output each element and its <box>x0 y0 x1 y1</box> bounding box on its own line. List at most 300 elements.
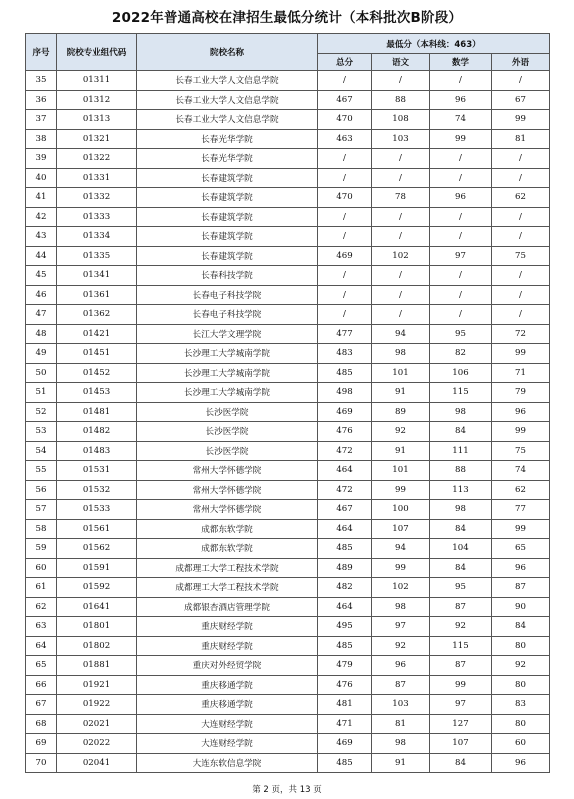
cell-index: 39 <box>26 149 57 169</box>
cell-code: 01481 <box>57 402 137 422</box>
cell-math: 82 <box>430 344 492 364</box>
cell-code: 01361 <box>57 285 137 305</box>
cell-total: 476 <box>318 675 372 695</box>
cell-chinese: 92 <box>372 636 430 656</box>
cell-school-name: 长春工业大学人文信息学院 <box>137 71 318 91</box>
cell-index: 53 <box>26 422 57 442</box>
cell-math: / <box>430 71 492 91</box>
cell-math: 115 <box>430 636 492 656</box>
cell-total: 470 <box>318 188 372 208</box>
cell-chinese: 91 <box>372 753 430 773</box>
cell-english: / <box>492 227 550 247</box>
table-row <box>26 500 550 520</box>
cell-english: 65 <box>492 539 550 559</box>
cell-index: 46 <box>26 285 57 305</box>
cell-math: / <box>430 207 492 227</box>
header-name: 院校名称 <box>137 34 318 71</box>
cell-total: 483 <box>318 344 372 364</box>
cell-math: 99 <box>430 129 492 149</box>
table-row <box>26 110 550 130</box>
cell-school-name: 成都银杏酒店管理学院 <box>137 597 318 617</box>
table-row <box>26 714 550 734</box>
cell-school-name: 长沙医学院 <box>137 441 318 461</box>
cell-math: 97 <box>430 695 492 715</box>
header-code: 院校专业组代码 <box>57 34 137 71</box>
cell-school-name: 长春建筑学院 <box>137 246 318 266</box>
cell-chinese: / <box>372 207 430 227</box>
cell-chinese: 108 <box>372 110 430 130</box>
cell-chinese: / <box>372 71 430 91</box>
cell-english: 92 <box>492 656 550 676</box>
table-row <box>26 519 550 539</box>
cell-code: 01333 <box>57 207 137 227</box>
cell-code: 01362 <box>57 305 137 325</box>
cell-chinese: / <box>372 168 430 188</box>
cell-math: 74 <box>430 110 492 130</box>
cell-chinese: 78 <box>372 188 430 208</box>
cell-total: / <box>318 266 372 286</box>
cell-school-name: 长春建筑学院 <box>137 188 318 208</box>
cell-school-name: 常州大学怀德学院 <box>137 500 318 520</box>
cell-english: 80 <box>492 636 550 656</box>
cell-english: 80 <box>492 675 550 695</box>
cell-index: 50 <box>26 363 57 383</box>
cell-code: 01921 <box>57 675 137 695</box>
cell-total: / <box>318 285 372 305</box>
cell-english: 74 <box>492 461 550 481</box>
cell-chinese: 101 <box>372 363 430 383</box>
cell-math: / <box>430 285 492 305</box>
cell-index: 37 <box>26 110 57 130</box>
cell-total: 464 <box>318 461 372 481</box>
cell-index: 38 <box>26 129 57 149</box>
cell-math: 95 <box>430 324 492 344</box>
cell-math: 111 <box>430 441 492 461</box>
cell-school-name: 大连东软信息学院 <box>137 753 318 773</box>
cell-chinese: 101 <box>372 461 430 481</box>
cell-math: 98 <box>430 500 492 520</box>
cell-chinese: 98 <box>372 734 430 754</box>
cell-index: 51 <box>26 383 57 403</box>
table-row <box>26 344 550 364</box>
table-row <box>26 129 550 149</box>
cell-total: 470 <box>318 110 372 130</box>
table-row <box>26 422 550 442</box>
header-math: 数学 <box>430 54 492 71</box>
cell-index: 47 <box>26 305 57 325</box>
cell-total: 485 <box>318 753 372 773</box>
table-row <box>26 71 550 91</box>
cell-english: 99 <box>492 422 550 442</box>
cell-code: 01322 <box>57 149 137 169</box>
cell-code: 01561 <box>57 519 137 539</box>
cell-english: 99 <box>492 519 550 539</box>
cell-chinese: / <box>372 149 430 169</box>
cell-index: 64 <box>26 636 57 656</box>
cell-school-name: 长春电子科技学院 <box>137 305 318 325</box>
cell-total: / <box>318 149 372 169</box>
cell-math: / <box>430 149 492 169</box>
cell-index: 52 <box>26 402 57 422</box>
cell-code: 01531 <box>57 461 137 481</box>
cell-math: 127 <box>430 714 492 734</box>
table-row <box>26 149 550 169</box>
table-row <box>26 441 550 461</box>
cell-english: 72 <box>492 324 550 344</box>
cell-total: 495 <box>318 617 372 637</box>
cell-chinese: 91 <box>372 383 430 403</box>
cell-school-name: 大连财经学院 <box>137 714 318 734</box>
cell-math: 99 <box>430 675 492 695</box>
cell-code: 01532 <box>57 480 137 500</box>
cell-total: / <box>318 168 372 188</box>
cell-code: 02021 <box>57 714 137 734</box>
table-row <box>26 168 550 188</box>
table-row <box>26 753 550 773</box>
cell-school-name: 长春工业大学人文信息学院 <box>137 90 318 110</box>
cell-chinese: 96 <box>372 656 430 676</box>
cell-index: 45 <box>26 266 57 286</box>
header-total: 总分 <box>318 54 372 71</box>
cell-math: 84 <box>430 422 492 442</box>
cell-total: 463 <box>318 129 372 149</box>
cell-code: 01321 <box>57 129 137 149</box>
cell-total: 479 <box>318 656 372 676</box>
cell-total: / <box>318 71 372 91</box>
cell-total: 485 <box>318 363 372 383</box>
cell-english: / <box>492 71 550 91</box>
cell-code: 01452 <box>57 363 137 383</box>
cell-english: 99 <box>492 110 550 130</box>
cell-total: 464 <box>318 597 372 617</box>
cell-total: 464 <box>318 519 372 539</box>
cell-code: 01331 <box>57 168 137 188</box>
cell-chinese: / <box>372 285 430 305</box>
cell-total: 485 <box>318 636 372 656</box>
cell-english: 84 <box>492 617 550 637</box>
page-title: 2022年普通高校在津招生最低分统计（本科批次B阶段） <box>111 10 463 26</box>
cell-code: 01421 <box>57 324 137 344</box>
cell-english: 81 <box>492 129 550 149</box>
cell-chinese: 102 <box>372 246 430 266</box>
cell-school-name: 重庆对外经贸学院 <box>137 656 318 676</box>
cell-math: 96 <box>430 188 492 208</box>
cell-index: 56 <box>26 480 57 500</box>
cell-code: 01641 <box>57 597 137 617</box>
table-row <box>26 597 550 617</box>
cell-school-name: 长沙理工大学城南学院 <box>137 383 318 403</box>
cell-code: 01562 <box>57 539 137 559</box>
header-english: 外语 <box>492 54 550 71</box>
cell-math: 84 <box>430 519 492 539</box>
cell-english: 75 <box>492 441 550 461</box>
cell-math: 113 <box>430 480 492 500</box>
cell-school-name: 成都理工大学工程技术学院 <box>137 558 318 578</box>
cell-math: 97 <box>430 246 492 266</box>
cell-school-name: 长沙理工大学城南学院 <box>137 363 318 383</box>
cell-school-name: 长春科技学院 <box>137 266 318 286</box>
cell-code: 01341 <box>57 266 137 286</box>
cell-english: 62 <box>492 480 550 500</box>
cell-school-name: 长沙医学院 <box>137 422 318 442</box>
cell-index: 66 <box>26 675 57 695</box>
table-row <box>26 636 550 656</box>
cell-chinese: 87 <box>372 675 430 695</box>
table-row <box>26 305 550 325</box>
cell-code: 01802 <box>57 636 137 656</box>
cell-chinese: / <box>372 227 430 247</box>
cell-english: 60 <box>492 734 550 754</box>
cell-index: 62 <box>26 597 57 617</box>
cell-code: 01533 <box>57 500 137 520</box>
cell-english: 96 <box>492 558 550 578</box>
cell-school-name: 成都东软学院 <box>137 519 318 539</box>
cell-index: 43 <box>26 227 57 247</box>
cell-english: 90 <box>492 597 550 617</box>
cell-code: 01801 <box>57 617 137 637</box>
table-row <box>26 558 550 578</box>
cell-school-name: 长春电子科技学院 <box>137 285 318 305</box>
cell-total: 472 <box>318 480 372 500</box>
cell-total: 476 <box>318 422 372 442</box>
table-row <box>26 285 550 305</box>
cell-index: 36 <box>26 90 57 110</box>
cell-english: 83 <box>492 695 550 715</box>
cell-chinese: 99 <box>372 558 430 578</box>
table-row <box>26 402 550 422</box>
cell-english: 80 <box>492 714 550 734</box>
cell-index: 57 <box>26 500 57 520</box>
cell-total: / <box>318 227 372 247</box>
cell-chinese: 92 <box>372 422 430 442</box>
cell-school-name: 常州大学怀德学院 <box>137 480 318 500</box>
cell-total: 469 <box>318 402 372 422</box>
cell-code: 01335 <box>57 246 137 266</box>
cell-english: / <box>492 285 550 305</box>
cell-chinese: / <box>372 266 430 286</box>
cell-chinese: 103 <box>372 129 430 149</box>
cell-math: 87 <box>430 656 492 676</box>
cell-math: 96 <box>430 90 492 110</box>
cell-chinese: 91 <box>372 441 430 461</box>
cell-english: / <box>492 266 550 286</box>
table-row <box>26 90 550 110</box>
header-min-score-group: 最低分（本科线：463） <box>318 34 550 54</box>
table-row <box>26 363 550 383</box>
cell-total: 498 <box>318 383 372 403</box>
table-row <box>26 656 550 676</box>
cell-school-name: 长春工业大学人文信息学院 <box>137 110 318 130</box>
cell-english: / <box>492 305 550 325</box>
cell-english: 77 <box>492 500 550 520</box>
cell-english: 62 <box>492 188 550 208</box>
cell-english: 99 <box>492 344 550 364</box>
cell-math: / <box>430 168 492 188</box>
cell-index: 35 <box>26 71 57 91</box>
cell-math: 115 <box>430 383 492 403</box>
cell-index: 40 <box>26 168 57 188</box>
cell-school-name: 长江大学文理学院 <box>137 324 318 344</box>
table-row <box>26 617 550 637</box>
cell-code: 02041 <box>57 753 137 773</box>
cell-english: 67 <box>492 90 550 110</box>
table-row <box>26 695 550 715</box>
cell-index: 55 <box>26 461 57 481</box>
cell-index: 68 <box>26 714 57 734</box>
table-row <box>26 188 550 208</box>
cell-chinese: 97 <box>372 617 430 637</box>
cell-math: 98 <box>430 402 492 422</box>
cell-math: 104 <box>430 539 492 559</box>
cell-english: / <box>492 168 550 188</box>
cell-total: 472 <box>318 441 372 461</box>
cell-index: 61 <box>26 578 57 598</box>
cell-chinese: 103 <box>372 695 430 715</box>
cell-index: 60 <box>26 558 57 578</box>
cell-english: 87 <box>492 578 550 598</box>
cell-total: 489 <box>318 558 372 578</box>
cell-chinese: 94 <box>372 324 430 344</box>
cell-code: 01312 <box>57 90 137 110</box>
table-row <box>26 324 550 344</box>
cell-code: 01881 <box>57 656 137 676</box>
cell-chinese: 102 <box>372 578 430 598</box>
cell-index: 41 <box>26 188 57 208</box>
cell-code: 01591 <box>57 558 137 578</box>
cell-total: / <box>318 207 372 227</box>
cell-math: 88 <box>430 461 492 481</box>
cell-school-name: 长春光华学院 <box>137 149 318 169</box>
cell-total: 477 <box>318 324 372 344</box>
cell-chinese: 81 <box>372 714 430 734</box>
score-table <box>25 33 550 773</box>
cell-school-name: 大连财经学院 <box>137 734 318 754</box>
table-row <box>26 480 550 500</box>
cell-math: 107 <box>430 734 492 754</box>
cell-school-name: 长春建筑学院 <box>137 227 318 247</box>
cell-total: 469 <box>318 246 372 266</box>
cell-total: 482 <box>318 578 372 598</box>
cell-math: 95 <box>430 578 492 598</box>
table-row <box>26 207 550 227</box>
cell-index: 63 <box>26 617 57 637</box>
cell-school-name: 长春建筑学院 <box>137 207 318 227</box>
cell-index: 59 <box>26 539 57 559</box>
cell-code: 01922 <box>57 695 137 715</box>
table-row <box>26 246 550 266</box>
cell-index: 42 <box>26 207 57 227</box>
cell-total: 469 <box>318 734 372 754</box>
cell-total: 467 <box>318 500 372 520</box>
cell-school-name: 长沙医学院 <box>137 402 318 422</box>
cell-school-name: 常州大学怀德学院 <box>137 461 318 481</box>
table-row <box>26 539 550 559</box>
cell-code: 01451 <box>57 344 137 364</box>
cell-chinese: 107 <box>372 519 430 539</box>
cell-total: / <box>318 305 372 325</box>
cell-english: 71 <box>492 363 550 383</box>
cell-index: 69 <box>26 734 57 754</box>
cell-chinese: 88 <box>372 90 430 110</box>
cell-chinese: 98 <box>372 344 430 364</box>
cell-school-name: 长春建筑学院 <box>137 168 318 188</box>
cell-school-name: 重庆移通学院 <box>137 675 318 695</box>
cell-school-name: 长沙理工大学城南学院 <box>137 344 318 364</box>
table-row <box>26 227 550 247</box>
cell-chinese: / <box>372 305 430 325</box>
table-row <box>26 383 550 403</box>
cell-code: 01332 <box>57 188 137 208</box>
cell-index: 58 <box>26 519 57 539</box>
cell-code: 01453 <box>57 383 137 403</box>
cell-code: 01334 <box>57 227 137 247</box>
cell-school-name: 重庆财经学院 <box>137 617 318 637</box>
cell-english: / <box>492 207 550 227</box>
table-row <box>26 266 550 286</box>
table-row <box>26 675 550 695</box>
cell-code: 01483 <box>57 441 137 461</box>
cell-chinese: 99 <box>372 480 430 500</box>
cell-code: 01311 <box>57 71 137 91</box>
cell-total: 467 <box>318 90 372 110</box>
cell-code: 01313 <box>57 110 137 130</box>
cell-math: 106 <box>430 363 492 383</box>
header-chinese: 语文 <box>372 54 430 71</box>
table-row <box>26 461 550 481</box>
cell-school-name: 成都东软学院 <box>137 539 318 559</box>
cell-school-name: 长春光华学院 <box>137 129 318 149</box>
cell-chinese: 98 <box>372 597 430 617</box>
cell-index: 49 <box>26 344 57 364</box>
table-body <box>26 71 550 773</box>
cell-index: 67 <box>26 695 57 715</box>
cell-math: / <box>430 266 492 286</box>
cell-math: / <box>430 227 492 247</box>
cell-chinese: 94 <box>372 539 430 559</box>
header-index: 序号 <box>26 34 57 71</box>
cell-english: 79 <box>492 383 550 403</box>
page-footer: 第 2 页，共 13 页 <box>252 785 322 795</box>
cell-total: 471 <box>318 714 372 734</box>
cell-english: / <box>492 149 550 169</box>
cell-total: 481 <box>318 695 372 715</box>
cell-math: 84 <box>430 558 492 578</box>
cell-english: 75 <box>492 246 550 266</box>
cell-math: / <box>430 305 492 325</box>
cell-math: 84 <box>430 753 492 773</box>
cell-english: 96 <box>492 402 550 422</box>
cell-chinese: 89 <box>372 402 430 422</box>
cell-index: 54 <box>26 441 57 461</box>
table-row <box>26 734 550 754</box>
cell-math: 92 <box>430 617 492 637</box>
cell-chinese: 100 <box>372 500 430 520</box>
cell-code: 02022 <box>57 734 137 754</box>
cell-school-name: 重庆财经学院 <box>137 636 318 656</box>
cell-index: 44 <box>26 246 57 266</box>
cell-math: 87 <box>430 597 492 617</box>
cell-index: 70 <box>26 753 57 773</box>
table-row <box>26 578 550 598</box>
cell-code: 01482 <box>57 422 137 442</box>
cell-school-name: 重庆移通学院 <box>137 695 318 715</box>
cell-code: 01592 <box>57 578 137 598</box>
cell-total: 485 <box>318 539 372 559</box>
cell-index: 48 <box>26 324 57 344</box>
cell-school-name: 成都理工大学工程技术学院 <box>137 578 318 598</box>
cell-english: 96 <box>492 753 550 773</box>
cell-index: 65 <box>26 656 57 676</box>
